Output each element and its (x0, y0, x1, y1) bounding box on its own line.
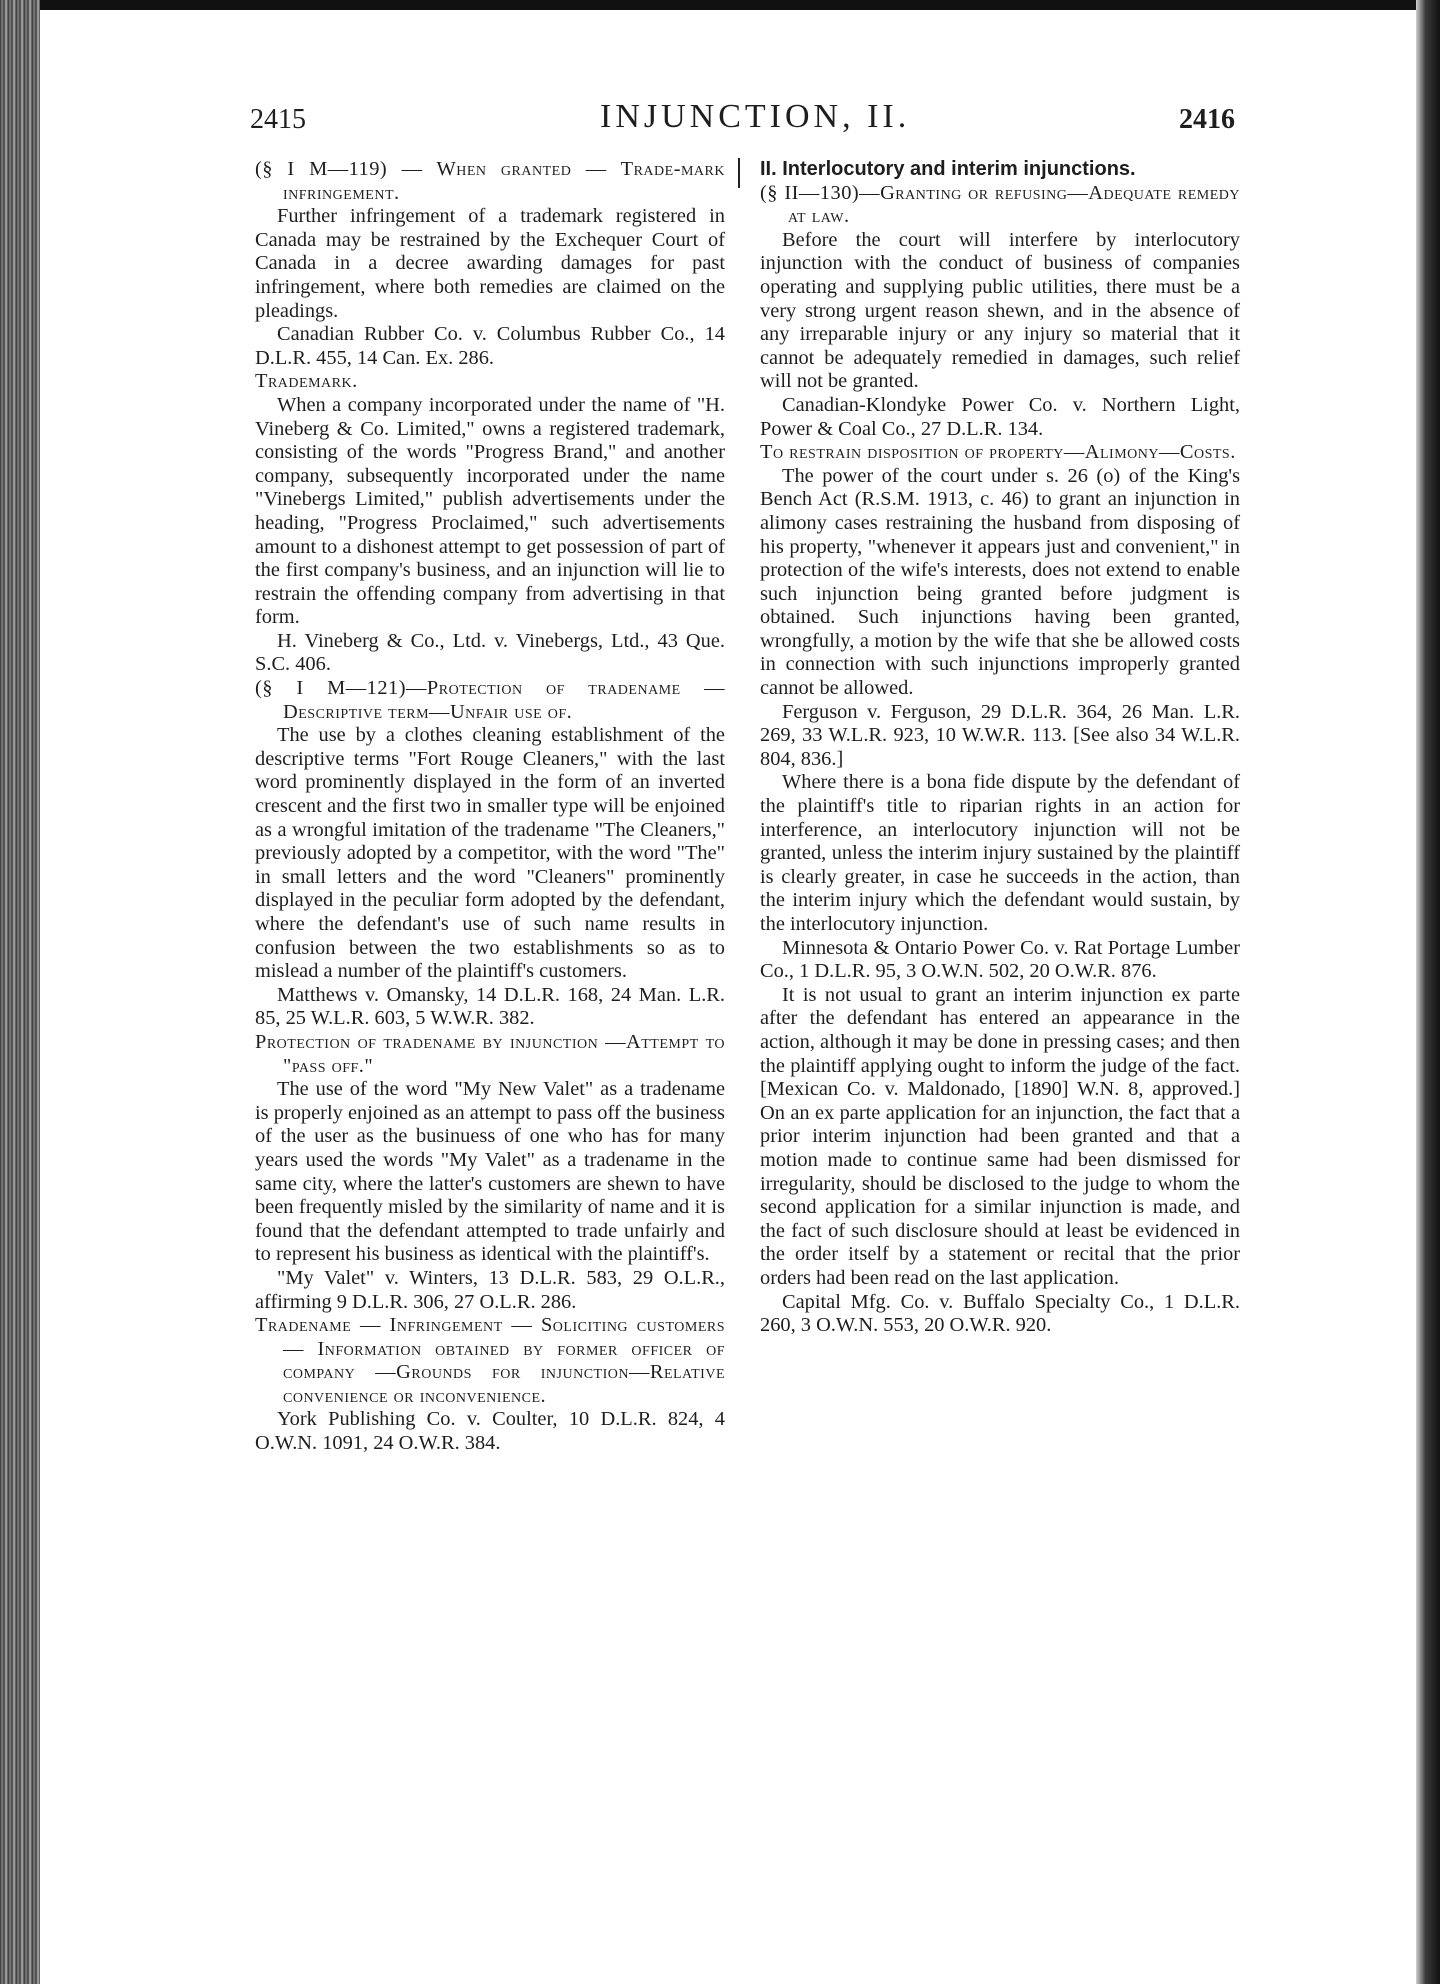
right-column (760, 158, 1240, 1338)
left-paragraph-1: Further infringement of a trademark registered in Canada may be restrained by the Exchequer Court of Canada in a decree awarding damages for past infringement, where both remedies are claimed on the pleadings. (255, 205, 725, 322)
left-column (255, 158, 725, 1456)
left-paragraph-3: The use by a clothes cleaning establishment of the descriptive terms "Fort Rouge Cleaners," with the last word prominently displayed in the form of an inverted crescent and the first two in smaller type will be enjoined as a wrongful imitation of the tradename "The Cleaners," previously adopted by a competitor, with the word "The" in small letters and the word "Cleaners" prominently displayed in the peculiar form adopted by the defendant, where the defendant's use of such name results in confusion between the two establishments so as to mislead a number of the plaintiff's customers. (255, 724, 725, 983)
left-citation-3: Matthews v. Omansky, 14 D.L.R. 168, 24 Man. L.R. 85, 25 W.L.R. 603, 5 W.W.R. 382. (255, 983, 725, 1030)
column-divider (738, 158, 740, 188)
right-citation-1: Canadian-Klondyke Power Co. v. Northern Light, Power & Coal Co., 27 D.L.R. 134. (760, 393, 1240, 440)
right-citation-3: Minnesota & Ontario Power Co. v. Rat Portage Lumber Co., 1 D.L.R. 95, 3 O.W.N. 502, 20 O.W.R. 876. (760, 936, 1240, 983)
scan-top-border (0, 0, 1440, 10)
left-paragraph-4: The use of the word "My New Valet" as a tradename is properly enjoined as an attempt to pass off the business of the user as the businuess of one who has for many years used the words "My Valet" as a tradename in the same city, where the latter's customers are shewn to have been frequently misled by the similarity of name and it is found that the defendant attempted to trade unfairly and to represent his business as identical with the plaintiff's. (255, 1078, 725, 1266)
right-heading-2: To restrain disposition of property—Alimony—Costs. (760, 441, 1236, 464)
left-citation-2: H. Vineberg & Co., Ltd. v. Vinebergs, Ltd., 43 Que. S.C. 406. (255, 629, 725, 676)
running-header (250, 98, 1235, 148)
left-heading-5: Tradename — Infringement — Soliciting customers — Information obtained by former officer of company —Grounds for injunction—Relative convenience or inconvenience. (255, 1314, 725, 1407)
right-citation-4: Capital Mfg. Co. v. Buffalo Specialty Co., 1 D.L.R. 260, 3 O.W.N. 553, 20 O.W.R. 920. (760, 1290, 1240, 1337)
left-citation-4: "My Valet" v. Winters, 13 D.L.R. 583, 29 O.L.R., affirming 9 D.L.R. 306, 27 O.L.R. 286. (255, 1266, 725, 1313)
left-citation-5: York Publishing Co. v. Coulter, 10 D.L.R. 824, 4 O.W.N. 1091, 24 O.W.R. 384. (255, 1408, 725, 1455)
page-number-right: 2416 (1179, 104, 1235, 135)
left-heading-3: (§ I M—121)—Protection of tradename —Descriptive term—Unfair use of. (255, 677, 725, 723)
left-heading-1: (§ I M—119) — When granted — Trade-mark infringement. (255, 158, 725, 204)
right-paragraph-3: Where there is a bona fide dispute by the defendant of the plaintiff's title to riparian rights in an action for interference, an interlocutory injunction will not be granted, unless the interim injury sustained by the plaintiff is clearly greater, in case he succeeds in the action, than the interim injury which the defendant would sustain, by the interlocutory injunction. (760, 771, 1240, 935)
right-paragraph-4: It is not usual to grant an interim injunction ex parte after the defendant has entered an appearance in the action, although it may be done in pressing cases; and then the plaintiff applying ought to inform the judge of the fact. [Mexican Co. v. Maldonado, [1890] W.N. 8, approved.] On an ex parte application for an injunction, the fact that a prior interim injunction had been granted and that a motion made to continue same had been dismissed for irregularity, should be disclosed to the judge to whom the second application for a similar injunction is made, and the fact of such disclosure should at least be evidenced in the order itself by a statement or recital that the prior orders had been read on the last application. (760, 983, 1240, 1289)
right-heading-1: (§ II—130)—Granting or refusing—Adequate remedy at law. (760, 181, 1240, 228)
book-spine-edge (0, 0, 40, 1984)
page-number-left: 2415 (250, 104, 306, 135)
running-title: INJUNCTION, II. (600, 98, 911, 135)
left-heading-4: Protection of tradename by injunction —Attempt to "pass off." (255, 1030, 725, 1077)
left-heading-2: Trademark. (255, 370, 358, 393)
left-citation-1: Canadian Rubber Co. v. Columbus Rubber Co., 14 D.L.R. 455, 14 Can. Ex. 286. (255, 323, 725, 369)
page-right-edge (1416, 0, 1440, 1984)
right-citation-2: Ferguson v. Ferguson, 29 D.L.R. 364, 26 Man. L.R. 269, 33 W.L.R. 923, 10 W.W.R. 113. [See also 34 W.L.R. 804, 836.] (760, 700, 1240, 770)
right-paragraph-1: Before the court will interfere by interlocutory injunction with the conduct of business of companies operating and supplying public utilities, there must be a very strong urgent reason shewn, and in the absence of any irreparable injury or any injury so material that it cannot be adequately remedied in damages, such relief will not be granted. (760, 228, 1240, 393)
right-paragraph-2: The power of the court under s. 26 (o) of the King's Bench Act (R.S.M. 1913, c. 46) to grant an injunction in alimony cases restraining the husband from disposing of his property, "whenever it appears just and convenient," in protection of the wife's interests, does not extend to enable such injunction being granted before judgment is obtained. Such injunctions having been granted, wrongfully, a motion by the wife that she be allowed costs in connection with such injunctions improperly granted cannot be allowed. (760, 464, 1240, 700)
left-paragraph-2: When a company incorporated under the name of "H. Vineberg & Co. Limited," owns a registered trademark, consisting of the words "Progress Brand," and another company, subsequently incorporated under the name "Vinebergs Limited," publish advertisements under the heading, "Progress Proclaimed," such advertisements amount to a dishonest attempt to get possession of part of the first company's business, and an injunction will lie to restrain the offending company from advertising in that form. (255, 393, 725, 629)
section-title: II. Interlocutory and interim injunctions. (760, 158, 1136, 180)
